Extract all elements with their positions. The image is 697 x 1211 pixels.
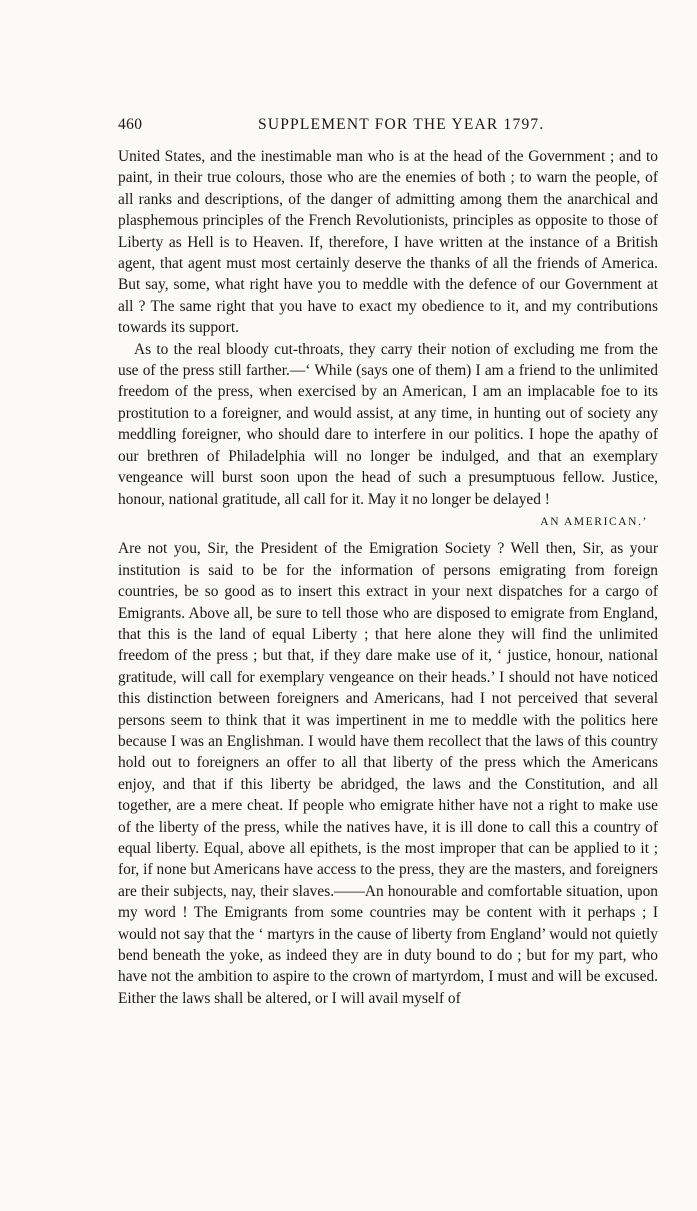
paragraph-1: United States, and the inestimable man who is at the head of the Government ; and to paint, in their true colours, those who are the enemies of both ; to warn the people, of all ranks and descriptions, of the danger of admitting among them the anarchical and plasphemous principles of the French Revolutionists, principles as opposite to those of Liberty as Hell is to Heaven. If, therefore, I have written at the instance of a British agent, that agent must most certainly deserve the thanks of all the friends of America. But say, some, what right have you to meddle with the defence of our Government at all ? The same right that you have to exact my obedience to it, and my contributions towards its support. — [118, 148, 658, 337]
page-header — [118, 114, 666, 136]
body-text — [118, 146, 658, 1009]
signature: AN AMERICAN.’ — [540, 515, 648, 528]
running-title: SUPPLEMENT FOR THE YEAR 1797. — [258, 116, 545, 133]
paragraph-2: As to the real bloody cut-throats, they carry their notion of excluding me from the use of the press still farther.—‘ While (says one of them) I am a friend to the unlimited freedom of the press, when exercised by an American, I am an implacable foe to its prostitution to a foreigner, and would assist, at any time, in hunting out of society any meddling foreigner, who should dare to interfere in our politics. I hope the apathy of our brethren of Philadelphia will no longer be indulged, and that an exemplary vengeance will burst soon upon the head of such a presumptuous fellow. Justice, honour, national gratitude, all call for it. May it no longer be delayed ! — [118, 340, 658, 508]
page-number: 460 — [118, 116, 143, 133]
paragraph-3: Are not you, Sir, the President of the Emigration Society ? Well then, Sir, as your institution is said to be for the information of persons emigrating from foreign countries, be so good as to insert this extract in your next dispatches for a cargo of Emigrants. Above all, be sure to tell those who are disposed to emigrate from England, that this is the land of equal Liberty ; that here alone they will find the unlimited freedom of the press ; but that, if they dare make use of it, ‘ justice, honour, national gratitude, will call for exemplary vengeance on their heads.’ I should not have noticed this distinction between foreigners and Americans, had I not perceived that several persons seem to think that it was impertinent in me to meddle with the politics here because I was an Englishman. I would have them recollect that the laws of this country hold out to foreigners an offer to all that liberty of the press which the Americans enjoy, and that if this liberty be abridged, the laws and the Constitution, and all together, are a mere cheat. If people who emigrate hither have not a right to make use of the liberty of the press, while the natives have, it is ill done to call this a country of equal liberty. Equal, above all epithets, is the most improper that can be applied to it ; for, if none but Americans have access to the press, they are the masters, and foreigners are their subjects, nay, their slaves.——An honourable and comfortable situation, upon my word ! The Emigrants from some countries may be content with it perhaps ; I would not say that the ‘ martyrs in the cause of liberty from England’ would not quietly bend beneath the yoke, as indeed they are in duty bound to do ; but for my part, who have not the ambition to aspire to the crown of martyrdom, I must and will be excused. Either the laws shall be altered, or I will avail myself of — [118, 540, 658, 1007]
